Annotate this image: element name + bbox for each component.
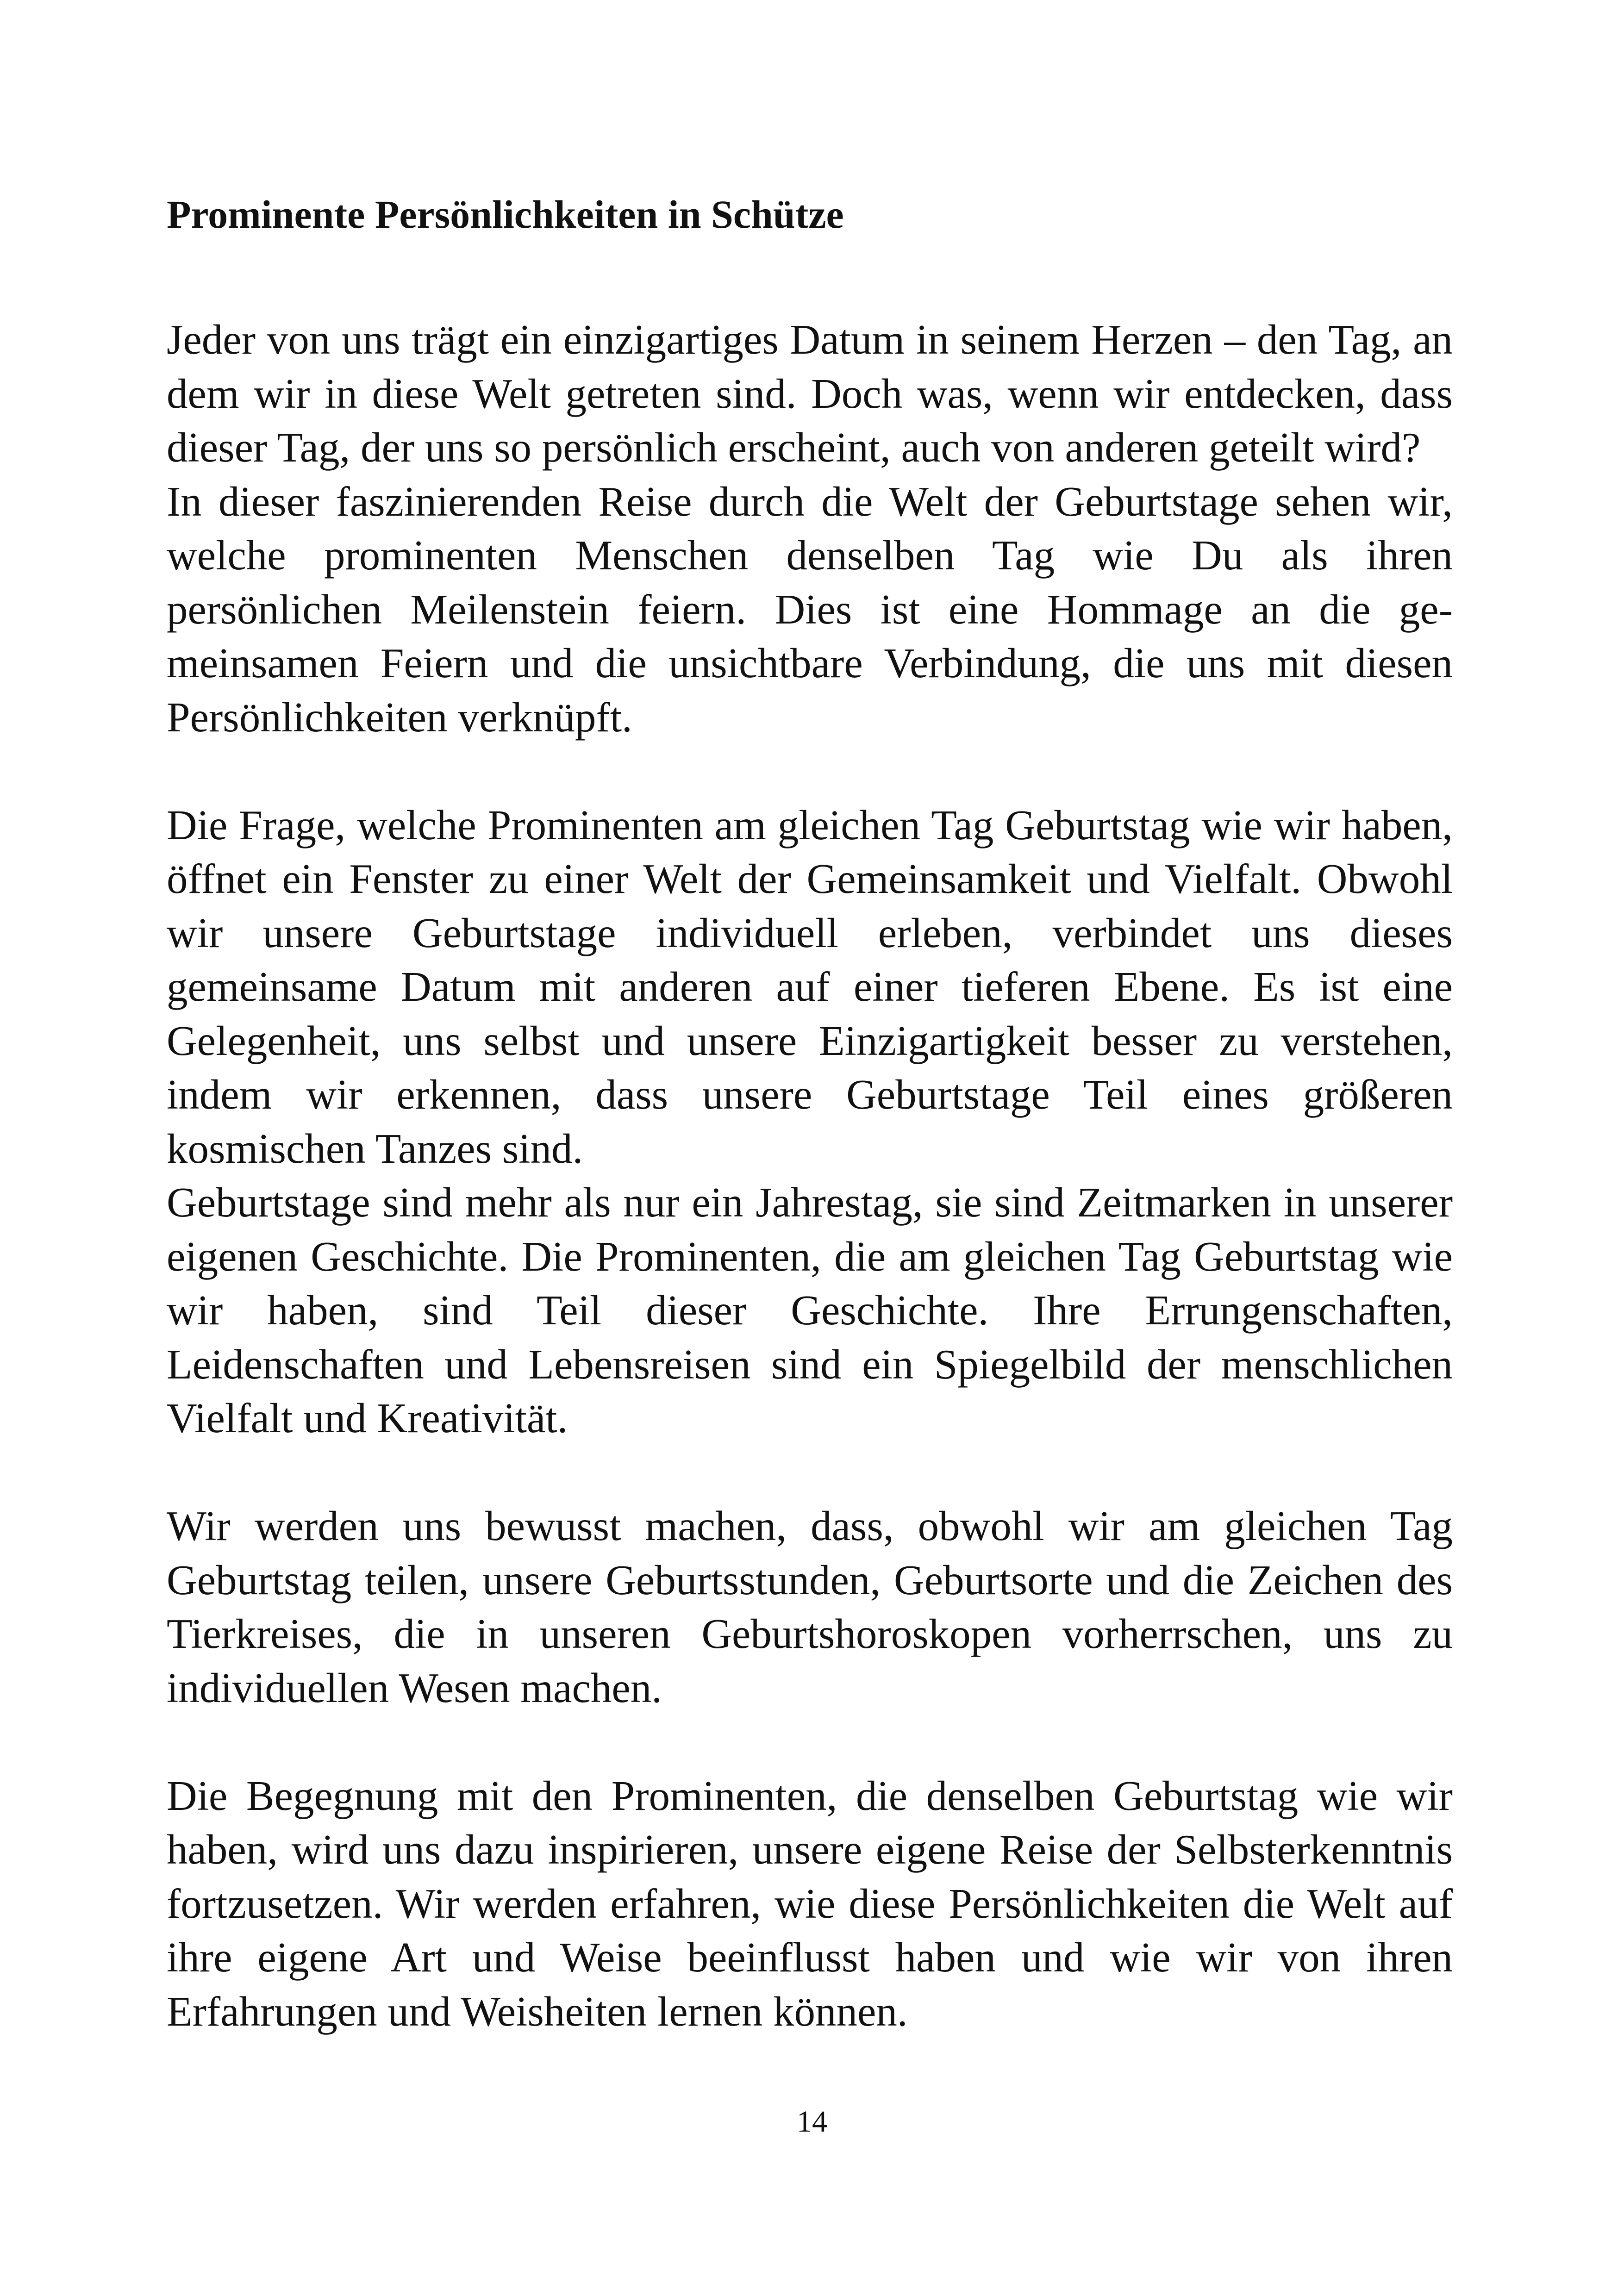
paragraph: Wir werden uns bewusst machen, dass, obwohl wir am gleichen Tag Geburtstag teilen, unsere Geburtsstunden, Geburtsorte und die Zeichen des Tierkreises, die in unseren Geburtshoroskopen vorherrschen, uns zu individuellen Wesen machen. <box>167 1503 1453 1711</box>
paragraph: Jeder von uns trägt ein einzigartiges Datum in seinem Herzen – den Tag, an dem wir in diese Welt getreten sind. Doch was, wenn wir entdecken, dass dieser Tag, der uns so persönlich erscheint, auch von anderen geteilt wird? <box>167 316 1453 471</box>
chapter-heading: Prominente Persönlichkeiten in Schütze <box>167 192 844 237</box>
paragraph: In dieser faszinierenden Reise durch die Welt der Geburtstage sehen wir, welche prominenten Menschen denselben Tag wie Du als ihren persönlichen Meilenstein feiern. Dies ist eine Hommage an die gemeinsamen Feiern und die unsichtbare Verbindung, die uns mit diesen Persönlichkeiten verknüpft. <box>167 478 1453 741</box>
paragraph: Die Begegnung mit den Prominenten, die denselben Geburtstag wie wir haben, wird uns dazu inspirieren, unsere eigene Reise der Selbsterkenntnis fortzusetzen. Wir werden erfahren, wie diese Persönlichkeiten die Welt auf ihre eigene Art und Weise beeinflusst haben und wie wir von ihren Erfahrungen und Weisheiten lernen können. <box>167 1772 1453 2035</box>
paragraph: Die Frage, welche Prominenten am gleichen Tag Geburtstag wie wir haben, öffnet ein Fenster zu einer Welt der Gemeinsamkeit und Vielfalt. Obwohl wir unsere Geburtstage individuell erleben, verbindet uns dieses gemeinsame Datum mit anderen auf einer tieferen Ebene. Es ist eine Gelegenheit, uns selbst und unsere Einzigartigkeit besser zu verstehen, indem wir erkennen, dass unsere Geburtstage Teil eines größeren kosmischen Tanzes sind. <box>167 801 1453 1172</box>
paragraph: Geburtstage sind mehr als nur ein Jahrestag, sie sind Zeitmarken in unserer eigenen Geschichte. Die Prominenten, die am gleichen Tag Geburtstag wie wir haben, sind Teil dieser Geschichte. Ihre Errungenschaften, Leidenschaften und Lebensreisen sind ein Spiegelbild der menschlichen Vielfalt und Kreativität. <box>167 1179 1453 1441</box>
page-number: 14 <box>797 2105 827 2139</box>
body-text <box>167 313 1453 2039</box>
